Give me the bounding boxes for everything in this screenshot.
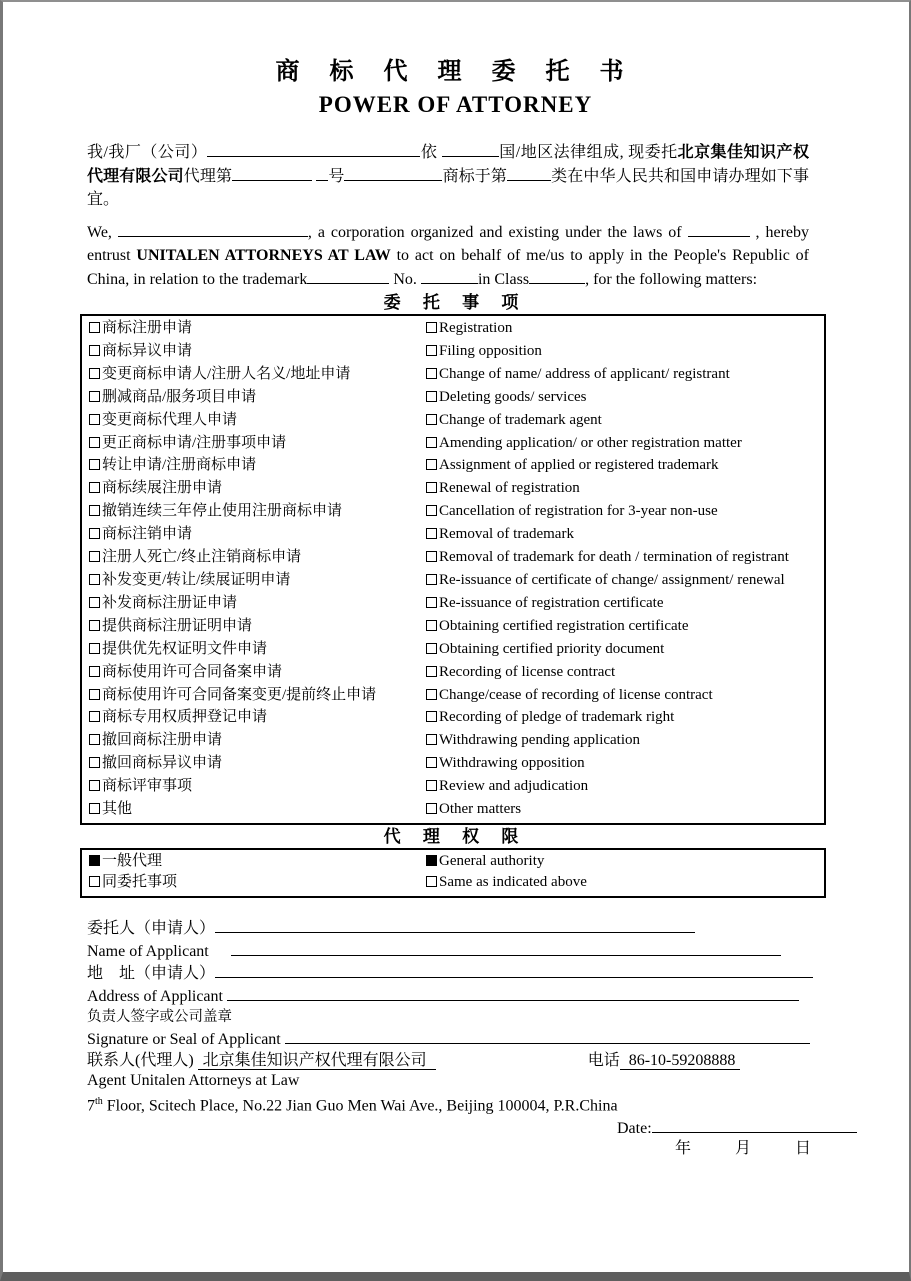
matter-row	[82, 775, 824, 798]
matter-row	[82, 523, 824, 546]
matter-14-checkbox-zh[interactable]	[89, 620, 100, 631]
matter-label-en: Re-issuance of registration certificate	[439, 594, 664, 611]
matter-cell-right	[426, 615, 824, 638]
text-run: , hereby entrust	[87, 223, 810, 264]
matter-cell-right	[426, 409, 824, 432]
matter-3-checkbox-zh[interactable]	[89, 368, 100, 379]
matter-cell-left	[89, 523, 426, 546]
authority-cell-right	[426, 872, 824, 894]
matter-label-en: Removal of trademark for death / termination of registrant	[439, 549, 789, 566]
matter-label-en: Obtaining certified registration certificate	[439, 617, 689, 634]
blank-field	[529, 268, 585, 284]
matter-cell-right	[426, 752, 824, 775]
document-content	[78, 57, 833, 1160]
matter-cell-left	[89, 752, 426, 775]
matter-label-zh: 补发变更/转让/续展证明申请	[102, 571, 291, 588]
intro-paragraph-en	[78, 221, 833, 292]
matter-3-checkbox-en[interactable]	[426, 368, 437, 379]
matter-row	[82, 477, 824, 500]
matter-label-zh: 商标续展注册申请	[102, 480, 223, 497]
matter-label-en: Recording of pledge of trademark right	[439, 709, 675, 726]
authority-1-checkbox-zh[interactable]	[89, 855, 100, 866]
spacer	[436, 1064, 588, 1065]
applicant-name-zh-line	[87, 917, 833, 940]
matter-row	[82, 500, 824, 523]
matter-2-checkbox-zh[interactable]	[89, 345, 100, 356]
matter-row	[82, 317, 824, 340]
text-run: Date:	[617, 1119, 652, 1137]
matter-cell-right	[426, 684, 824, 707]
matter-cell-left	[89, 432, 426, 455]
matter-label-en: Review and adjudication	[439, 778, 589, 795]
matter-cell-left	[89, 706, 426, 729]
matter-cell-left	[89, 363, 426, 386]
intro-paragraph-zh	[78, 141, 833, 212]
matter-22-checkbox-zh[interactable]	[89, 803, 100, 814]
title-en: POWER OF ATTORNEY	[318, 92, 593, 117]
matter-label-zh: 撤回商标异议申请	[102, 755, 223, 772]
matter-cell-right	[426, 317, 824, 340]
authority-section-title: 代 理 权 限	[383, 826, 528, 846]
matter-cell-right	[426, 523, 824, 546]
applicant-name-en-line	[87, 940, 833, 963]
matter-21-checkbox-zh[interactable]	[89, 780, 100, 791]
matter-cell-right	[426, 340, 824, 363]
matter-label-zh: 补发商标注册证申请	[102, 594, 238, 611]
matter-cell-right	[426, 454, 824, 477]
matter-8-checkbox-en[interactable]	[426, 482, 437, 493]
matter-label-en: Assignment of applied or registered trademark	[439, 457, 719, 474]
authority-label-zh: 一般代理	[102, 852, 163, 869]
matter-9-checkbox-en[interactable]	[426, 505, 437, 516]
title-zh: 商 标 代 理 委 托 书	[275, 59, 636, 85]
applicant-section	[78, 917, 833, 1160]
matter-16-checkbox-en[interactable]	[426, 666, 437, 677]
text-run: 委托人（申请人）	[87, 919, 216, 937]
text-run: in Class	[477, 270, 530, 288]
matter-label-zh: 注册人死亡/终止注销商标申请	[102, 549, 302, 566]
matter-label-zh: 提供商标注册证明申请	[102, 617, 253, 634]
matter-11-checkbox-zh[interactable]	[89, 551, 100, 562]
matter-label-zh: 商标注册申请	[102, 320, 193, 336]
matter-2-checkbox-en[interactable]	[426, 345, 437, 356]
text-run: 依	[420, 144, 442, 161]
matter-cell-right	[426, 363, 824, 386]
matter-label-zh: 商标评审事项	[102, 778, 193, 795]
matter-cell-right	[426, 775, 824, 798]
matter-label-en: Deleting goods/ services	[439, 388, 587, 405]
matter-9-checkbox-zh[interactable]	[89, 505, 100, 516]
matter-row	[82, 432, 824, 455]
text-run: Floor, Scitech Place, No.22 Jian Guo Men Wai Ave., Beijing 100004, P.R.China	[102, 1097, 618, 1115]
matter-15-checkbox-zh[interactable]	[89, 643, 100, 654]
text-run: 月	[735, 1140, 754, 1158]
spacer	[693, 1152, 735, 1153]
authority-label-zh: 同委托事项	[102, 874, 178, 891]
authority-row	[82, 851, 824, 873]
blank-field	[285, 1028, 810, 1044]
matter-label-zh: 其他	[102, 801, 133, 818]
signature-label-zh: 负责人签字或公司盖章	[87, 1009, 232, 1026]
matter-cell-left	[89, 638, 426, 661]
matter-17-checkbox-zh[interactable]	[89, 689, 100, 700]
matter-7-checkbox-en[interactable]	[426, 459, 437, 470]
matter-cell-left	[89, 592, 426, 615]
text-run: 国/地区法律组成, 现委托	[498, 144, 678, 161]
matter-label-en: Recording of license contract	[439, 663, 616, 680]
bold-text: UNITALEN ATTORNEYS AT LAW	[136, 247, 391, 264]
text-run: , a corporation organized and existing under the laws of	[307, 223, 688, 241]
blank-field	[507, 165, 551, 181]
matter-cell-right	[426, 477, 824, 500]
matter-label-en: Change/cease of recording of license contract	[439, 686, 713, 703]
text-run: Signature or Seal of Applicant	[87, 1030, 285, 1048]
matter-6-checkbox-zh[interactable]	[89, 437, 100, 448]
matter-cell-left	[89, 615, 426, 638]
matter-15-checkbox-en[interactable]	[426, 643, 437, 654]
matter-cell-right	[426, 500, 824, 523]
matter-18-checkbox-en[interactable]	[426, 711, 437, 722]
contact-agent-line	[87, 1051, 833, 1072]
text-run: 联系人(代理人)	[87, 1051, 198, 1069]
matter-cell-right	[426, 569, 824, 592]
matter-cell-left	[89, 775, 426, 798]
blank-field	[316, 165, 328, 181]
matter-label-zh: 更正商标申请/注册事项申请	[102, 434, 287, 451]
matter-cell-right	[426, 638, 824, 661]
text-run: 日	[795, 1140, 814, 1158]
matter-label-en: Withdrawing opposition	[439, 755, 585, 772]
matter-row	[82, 340, 824, 363]
matter-cell-left	[89, 340, 426, 363]
blank-field	[688, 221, 750, 237]
matter-1-checkbox-zh[interactable]	[89, 322, 100, 333]
matter-17-checkbox-en[interactable]	[426, 689, 437, 700]
applicant-address-zh-line	[87, 962, 833, 985]
text-run: , for the following matters:	[585, 270, 758, 288]
matter-label-en: Obtaining certified priority document	[439, 640, 665, 657]
matter-12-checkbox-en[interactable]	[426, 574, 437, 585]
matter-cell-right	[426, 706, 824, 729]
matter-label-en: Other matters	[439, 801, 522, 818]
matter-1-checkbox-en[interactable]	[426, 322, 437, 333]
blank-field	[215, 962, 813, 978]
text-run: 7	[87, 1097, 95, 1115]
authority-cell-left	[89, 872, 426, 894]
matter-label-zh: 转让申请/注册商标申请	[102, 457, 257, 474]
matter-label-zh: 撤回商标注册申请	[102, 732, 223, 749]
text-run: 类在中华人民共和国申请办理如下事宜。	[87, 167, 809, 208]
matter-19-checkbox-zh[interactable]	[89, 734, 100, 745]
blank-field	[207, 141, 420, 157]
matter-4-checkbox-en[interactable]	[426, 391, 437, 402]
blank-field	[442, 141, 499, 157]
text-run: 我/我厂（公司）	[87, 144, 208, 161]
authority-1-checkbox-en[interactable]	[426, 855, 437, 866]
text-run: to act on behalf of me/us to apply in the People's Republic of China, in relation to the trademark	[87, 247, 810, 288]
matter-label-zh: 删减商品/服务项目申请	[102, 388, 257, 405]
matter-cell-right	[426, 798, 824, 821]
underlined-value: 86-10-59208888	[620, 1052, 741, 1070]
matter-label-zh: 撤销连续三年停止使用注册商标申请	[102, 503, 343, 520]
text-run: We,	[87, 223, 118, 241]
matter-cell-left	[89, 386, 426, 409]
blank-field	[215, 917, 695, 933]
matter-cell-right	[426, 729, 824, 752]
authority-cell-left	[89, 851, 426, 873]
authority-row	[82, 872, 824, 894]
matter-cell-left	[89, 477, 426, 500]
authority-table	[80, 848, 826, 898]
matters-rows	[82, 317, 824, 821]
blank-field	[307, 268, 389, 284]
matter-label-en: Cancellation of registration for 3-year non-use	[439, 503, 718, 520]
matter-row	[82, 729, 824, 752]
matter-row	[82, 615, 824, 638]
matter-cell-left	[89, 684, 426, 707]
text-run: 商标于第	[442, 167, 508, 185]
signature-line-en	[87, 1028, 833, 1051]
matter-5-checkbox-zh[interactable]	[89, 414, 100, 425]
matter-cell-left	[89, 798, 426, 821]
matter-14-checkbox-en[interactable]	[426, 620, 437, 631]
matter-row	[82, 752, 824, 775]
matter-cell-left	[89, 409, 426, 432]
matter-label-en: Change of name/ address of applicant/ registrant	[439, 365, 730, 382]
matter-row	[82, 706, 824, 729]
matter-label-en: Filing opposition	[439, 342, 542, 359]
matter-label-en: Amending application/ or other registration matter	[439, 434, 742, 451]
blank-field	[118, 221, 308, 237]
spacer	[209, 955, 231, 956]
blank-field	[421, 268, 478, 284]
matter-21-checkbox-en[interactable]	[426, 780, 437, 791]
blank-field	[227, 985, 799, 1001]
matter-cell-right	[426, 546, 824, 569]
matter-row	[82, 546, 824, 569]
matter-12-checkbox-zh[interactable]	[89, 574, 100, 585]
matter-row	[82, 409, 824, 432]
text-run: 代理第	[183, 167, 233, 185]
spacer	[753, 1152, 795, 1153]
matter-16-checkbox-zh[interactable]	[89, 666, 100, 677]
matter-19-checkbox-en[interactable]	[426, 734, 437, 745]
matter-label-zh: 变更商标代理人申请	[102, 411, 238, 428]
matter-label-en: Registration	[439, 320, 513, 336]
matter-cell-left	[89, 729, 426, 752]
matter-row	[82, 638, 824, 661]
matter-18-checkbox-zh[interactable]	[89, 711, 100, 722]
matter-cell-right	[426, 386, 824, 409]
matter-13-checkbox-zh[interactable]	[89, 597, 100, 608]
matter-cell-right	[426, 432, 824, 455]
matter-8-checkbox-zh[interactable]	[89, 482, 100, 493]
matter-10-checkbox-en[interactable]	[426, 528, 437, 539]
matter-row	[82, 684, 824, 707]
authority-cell-right	[426, 851, 824, 873]
matter-cell-left	[89, 661, 426, 684]
matter-label-en: Removal of trademark	[439, 526, 574, 543]
date-cjk-line	[675, 1139, 833, 1160]
matter-11-checkbox-en[interactable]	[426, 551, 437, 562]
agent-address-en	[87, 1092, 833, 1117]
blank-field	[344, 165, 442, 181]
underlined-value: 北京集佳知识产权代理有限公司	[198, 1052, 436, 1070]
matter-7-checkbox-zh[interactable]	[89, 459, 100, 470]
matter-cell-left	[89, 569, 426, 592]
matter-row	[82, 569, 824, 592]
matters-table	[80, 314, 826, 825]
matter-20-checkbox-zh[interactable]	[89, 757, 100, 768]
authority-label-en: Same as indicated above	[439, 874, 587, 891]
agent-name-en: Agent Unitalen Attorneys at Law	[87, 1072, 300, 1090]
matter-label-en: Withdrawing pending application	[439, 732, 641, 749]
matter-label-zh: 商标注销申请	[102, 526, 193, 543]
matter-cell-left	[89, 317, 426, 340]
matter-row	[82, 454, 824, 477]
matter-row	[82, 661, 824, 684]
matter-13-checkbox-en[interactable]	[426, 597, 437, 608]
matter-cell-right	[426, 661, 824, 684]
matter-6-checkbox-en[interactable]	[426, 437, 437, 448]
text-run: No.	[389, 270, 421, 288]
authority-2-checkbox-zh[interactable]	[89, 876, 100, 887]
superscript: th	[95, 1095, 103, 1107]
matter-20-checkbox-en[interactable]	[426, 757, 437, 768]
matter-label-en: Change of trademark agent	[439, 411, 602, 428]
blank-field	[652, 1117, 857, 1133]
matter-cell-left	[89, 500, 426, 523]
matter-label-en: Renewal of registration	[439, 480, 580, 497]
matter-cell-left	[89, 454, 426, 477]
matter-row	[82, 386, 824, 409]
matter-label-zh: 提供优先权证明文件申请	[102, 640, 268, 657]
matter-cell-right	[426, 592, 824, 615]
text-run: 号	[328, 167, 345, 185]
matter-label-zh: 变更商标申请人/注册人名义/地址申请	[102, 365, 351, 382]
matter-label-zh: 商标使用许可合同备案申请	[102, 663, 283, 680]
text-run: Address of Applicant	[87, 987, 227, 1005]
date-line	[617, 1117, 833, 1140]
matter-label-zh: 商标异议申请	[102, 342, 193, 359]
matters-section-title: 委 托 事 项	[383, 293, 528, 312]
matter-10-checkbox-zh[interactable]	[89, 528, 100, 539]
text-run: 年	[675, 1140, 694, 1158]
blank-field	[231, 940, 781, 956]
authority-label-en: General authority	[439, 852, 545, 869]
blank-field	[232, 165, 312, 181]
matter-5-checkbox-en[interactable]	[426, 414, 437, 425]
text-run: 地 址（申请人）	[87, 965, 216, 983]
bold-text: 北京集佳知识产权代理有限公司	[87, 144, 809, 185]
matter-cell-left	[89, 546, 426, 569]
matter-22-checkbox-en[interactable]	[426, 803, 437, 814]
matter-label-zh: 商标使用许可合同备案变更/提前终止申请	[102, 686, 377, 703]
authority-rows	[82, 851, 824, 894]
matter-row	[82, 798, 824, 821]
authority-2-checkbox-en[interactable]	[426, 876, 437, 887]
text-run: Name of Applicant	[87, 942, 209, 960]
text-run: 电话	[587, 1051, 620, 1069]
matter-row	[82, 363, 824, 386]
applicant-address-en-line	[87, 985, 833, 1008]
matter-row	[82, 592, 824, 615]
matter-label-en: Re-issuance of certificate of change/ assignment/ renewal	[439, 571, 785, 588]
matter-4-checkbox-zh[interactable]	[89, 391, 100, 402]
matter-label-zh: 商标专用权质押登记申请	[102, 709, 268, 726]
